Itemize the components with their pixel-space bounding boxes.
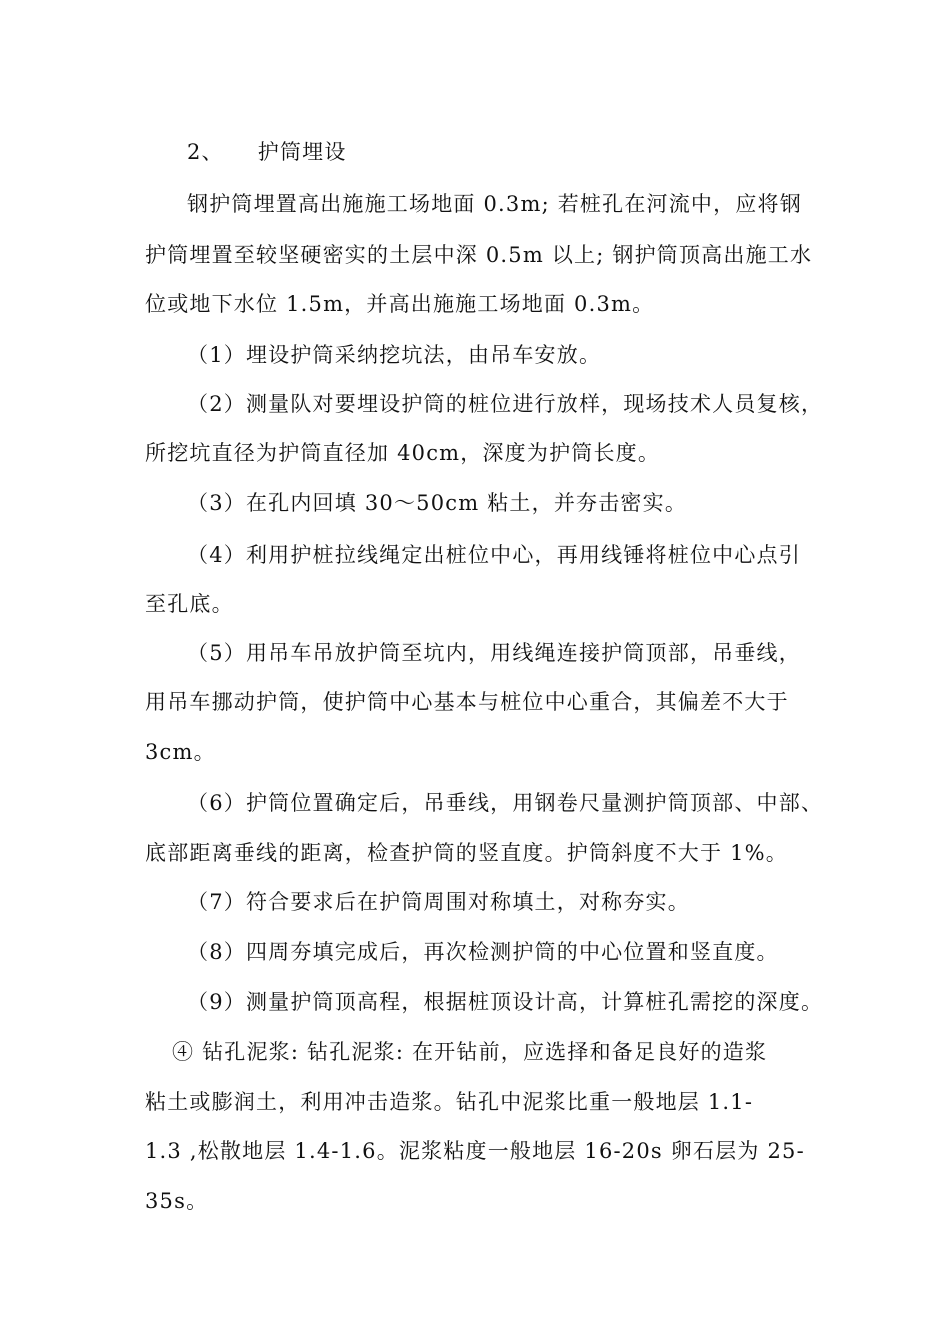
list-item-6: （6）护筒位置确定后，吊垂线，用钢卷尺量测护筒顶部、中部、 (187, 791, 824, 815)
paragraph-line: 钢护筒埋置高出施施工场地面 0.3m; 若桩孔在河流中，应将钢 (187, 192, 802, 216)
mud-paragraph-cont: 1.3 ,松散地层 1.4-1.6。泥浆粘度一般地层 16-20s 卵石层为 25- (145, 1139, 805, 1163)
section-title: 护筒埋设 (257, 140, 347, 164)
list-item-3: （3）在孔内回填 30～50cm 粘土，并夯击密实。 (187, 491, 688, 515)
list-item-6-cont: 底部距离垂线的距离，检查护筒的竖直度。护筒斜度不大于 1%。 (145, 841, 788, 865)
list-item-1: （1）埋设护筒采纳挖坑法，由吊车安放。 (187, 343, 602, 367)
list-item-7: （7）符合要求后在护筒周围对称填土，对称夯实。 (187, 890, 690, 914)
list-item-2: （2）测量队对要埋设护筒的桩位进行放样，现场技术人员复核， (187, 392, 824, 416)
mud-paragraph: ④ 钻孔泥浆: 钻孔泥浆: 在开钻前，应选择和备足良好的造浆 (172, 1040, 768, 1064)
mud-paragraph-cont: 粘土或膨润土，利用冲击造浆。钻孔中泥浆比重一般地层 1.1- (145, 1090, 754, 1114)
section-heading (187, 137, 867, 167)
list-item-5: （5）用吊车吊放护筒至坑内，用线绳连接护筒顶部，吊垂线， (187, 641, 801, 665)
list-item-4-cont: 至孔底。 (145, 592, 234, 616)
list-item-5-cont: 3cm。 (145, 740, 216, 764)
paragraph-line: 位或地下水位 1.5m，并高出施施工场地面 0.3m。 (145, 292, 655, 316)
section-number: 2、 (187, 140, 224, 164)
list-item-8: （8）四周夯填完成后，再次检测护筒的中心位置和竖直度。 (187, 940, 779, 964)
mud-paragraph-cont: 35s。 (145, 1189, 209, 1213)
paragraph-line: 护筒埋置至较坚硬密实的土层中深 0.5m 以上; 钢护筒顶高出施工水 (145, 243, 813, 267)
list-item-2-cont: 所挖坑直径为护筒直径加 40cm，深度为护筒长度。 (145, 441, 661, 465)
list-item-5-cont: 用吊车挪动护筒，使护筒中心基本与桩位中心重合，其偏差不大于 (145, 690, 789, 714)
list-item-9: （9）测量护筒顶高程，根据桩顶设计高，计算桩孔需挖的深度。 (187, 990, 824, 1014)
list-item-4: （4）利用护桩拉线绳定出桩位中心，再用线锤将桩位中心点引 (187, 543, 801, 567)
